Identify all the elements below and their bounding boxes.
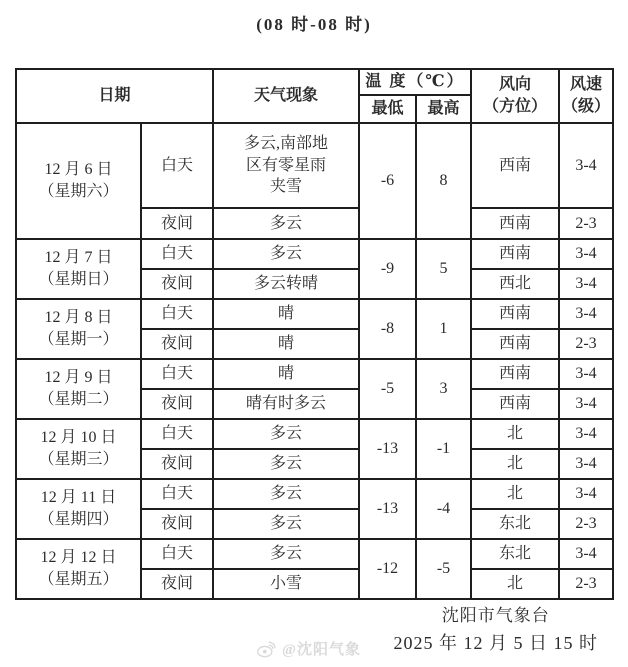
date-cell (16, 479, 141, 539)
temp-high-cell: -1 (416, 419, 471, 479)
date-text: 12 月 7 日 (44, 249, 113, 267)
date-text: 12 月 12 日 (40, 549, 117, 567)
date-text: 12 月 8 日 (44, 309, 113, 327)
night-label: 夜间 (141, 269, 213, 299)
weekday-text: （星期一） (38, 331, 119, 348)
header-wind-speed-line1: 风速 (570, 76, 603, 94)
wind-direction-cell: 东北 (471, 539, 559, 569)
issue-datetime: 2025 年 12 月 5 日 15 时 (393, 633, 598, 653)
watermark (256, 638, 361, 659)
day-label: 白天 (141, 123, 213, 208)
night-label: 夜间 (141, 208, 213, 239)
table-row (16, 419, 613, 449)
table-row (16, 539, 613, 569)
day-label: 白天 (141, 299, 213, 329)
wind-speed-cell: 2-3 (559, 509, 613, 539)
temp-low-cell: -6 (359, 123, 416, 239)
header-wind-speed-line2: （级） (562, 98, 611, 115)
weather-text: 多云,南部地区有零星雨夹雪 (244, 135, 329, 196)
wind-direction-cell: 西南 (471, 329, 559, 359)
temp-low-cell: -12 (359, 539, 416, 599)
night-label: 夜间 (141, 329, 213, 359)
day-label: 白天 (141, 419, 213, 449)
wind-speed-cell: 3-4 (559, 299, 613, 329)
header-temp-low: 最低 (359, 95, 416, 123)
weather-cell: 晴 (213, 329, 359, 359)
day-label: 白天 (141, 239, 213, 269)
weather-cell: 多云 (213, 479, 359, 509)
wind-speed-cell: 3-4 (559, 419, 613, 449)
header-wind-direction-line2: （方位） (483, 98, 548, 115)
weekday-text: （星期三） (38, 451, 119, 468)
header-weather: 天气现象 (213, 69, 359, 123)
date-cell (16, 539, 141, 599)
wind-direction-cell: 西南 (471, 123, 559, 208)
wind-direction-cell: 西南 (471, 239, 559, 269)
weekday-text: （星期日） (38, 271, 119, 288)
wind-speed-cell: 3-4 (559, 123, 613, 208)
agency-name: 沈阳市气象台 (441, 606, 550, 625)
night-label: 夜间 (141, 569, 213, 599)
night-label: 夜间 (141, 509, 213, 539)
day-label: 白天 (141, 479, 213, 509)
wind-direction-cell: 东北 (471, 509, 559, 539)
night-label: 夜间 (141, 449, 213, 479)
header-temp-high: 最高 (416, 95, 471, 123)
weather-cell: 晴有时多云 (213, 389, 359, 419)
temp-high-cell: -5 (416, 539, 471, 599)
date-cell (16, 123, 141, 239)
weather-cell: 多云 (213, 239, 359, 269)
wind-speed-cell: 3-4 (559, 269, 613, 299)
weather-cell: 小雪 (213, 569, 359, 599)
table-row (16, 359, 613, 389)
table-row (16, 479, 613, 509)
wind-speed-cell: 2-3 (559, 569, 613, 599)
weather-cell: 多云 (213, 509, 359, 539)
wind-speed-cell: 2-3 (559, 208, 613, 239)
wind-direction-cell: 西南 (471, 389, 559, 419)
wind-direction-cell: 西南 (471, 359, 559, 389)
wind-speed-cell: 3-4 (559, 449, 613, 479)
wind-speed-cell: 3-4 (559, 389, 613, 419)
header-temperature: 温 度（℃） (359, 69, 471, 95)
weekday-text: （星期六） (38, 183, 119, 200)
weather-cell: 晴 (213, 359, 359, 389)
wind-direction-cell: 西北 (471, 269, 559, 299)
wind-direction-cell: 西南 (471, 299, 559, 329)
forecast-table (15, 68, 614, 600)
date-text: 12 月 10 日 (40, 429, 117, 447)
day-label: 白天 (141, 539, 213, 569)
header-row-1 (16, 69, 613, 95)
wind-direction-cell: 北 (471, 449, 559, 479)
temp-low-cell: -9 (359, 239, 416, 299)
header-date: 日期 (16, 69, 213, 123)
date-cell (16, 359, 141, 419)
date-cell (16, 239, 141, 299)
wind-speed-cell: 3-4 (559, 539, 613, 569)
weather-cell (213, 123, 359, 208)
wind-speed-cell: 2-3 (559, 329, 613, 359)
date-cell (16, 419, 141, 479)
watermark-text: @沈阳气象 (282, 642, 361, 658)
temp-low-cell: -13 (359, 479, 416, 539)
temp-high-cell: -4 (416, 479, 471, 539)
header-wind-direction (471, 69, 559, 123)
temp-high-cell: 3 (416, 359, 471, 419)
table-row (16, 123, 613, 208)
wind-speed-cell: 3-4 (559, 359, 613, 389)
weather-cell: 多云 (213, 419, 359, 449)
table-row (16, 299, 613, 329)
date-text: 12 月 6 日 (44, 161, 113, 179)
wind-direction-cell: 北 (471, 419, 559, 449)
weather-cell: 多云 (213, 449, 359, 479)
weekday-text: （星期二） (38, 391, 119, 408)
temp-high-cell: 8 (416, 123, 471, 239)
temp-low-cell: -5 (359, 359, 416, 419)
page-title: (08 时-08 时) (256, 15, 372, 34)
weather-cell: 晴 (213, 299, 359, 329)
wind-direction-cell: 西南 (471, 208, 559, 239)
weather-cell: 多云转晴 (213, 269, 359, 299)
night-label: 夜间 (141, 389, 213, 419)
weather-cell: 多云 (213, 208, 359, 239)
footer (394, 601, 599, 655)
date-text: 12 月 9 日 (44, 369, 113, 387)
weibo-icon (256, 640, 277, 658)
wind-direction-cell: 北 (471, 479, 559, 509)
wind-speed-cell: 3-4 (559, 239, 613, 269)
date-text: 12 月 11 日 (40, 489, 117, 507)
temp-high-cell: 5 (416, 239, 471, 299)
wind-speed-cell: 3-4 (559, 479, 613, 509)
weather-cell: 多云 (213, 539, 359, 569)
weekday-text: （星期五） (38, 571, 119, 588)
temp-low-cell: -13 (359, 419, 416, 479)
header-wind-direction-line1: 风向 (499, 76, 532, 94)
date-cell (16, 299, 141, 359)
temp-high-cell: 1 (416, 299, 471, 359)
table-row (16, 239, 613, 269)
header-wind-speed (559, 69, 613, 123)
wind-direction-cell: 北 (471, 569, 559, 599)
weekday-text: （星期四） (38, 511, 119, 528)
day-label: 白天 (141, 359, 213, 389)
temp-low-cell: -8 (359, 299, 416, 359)
